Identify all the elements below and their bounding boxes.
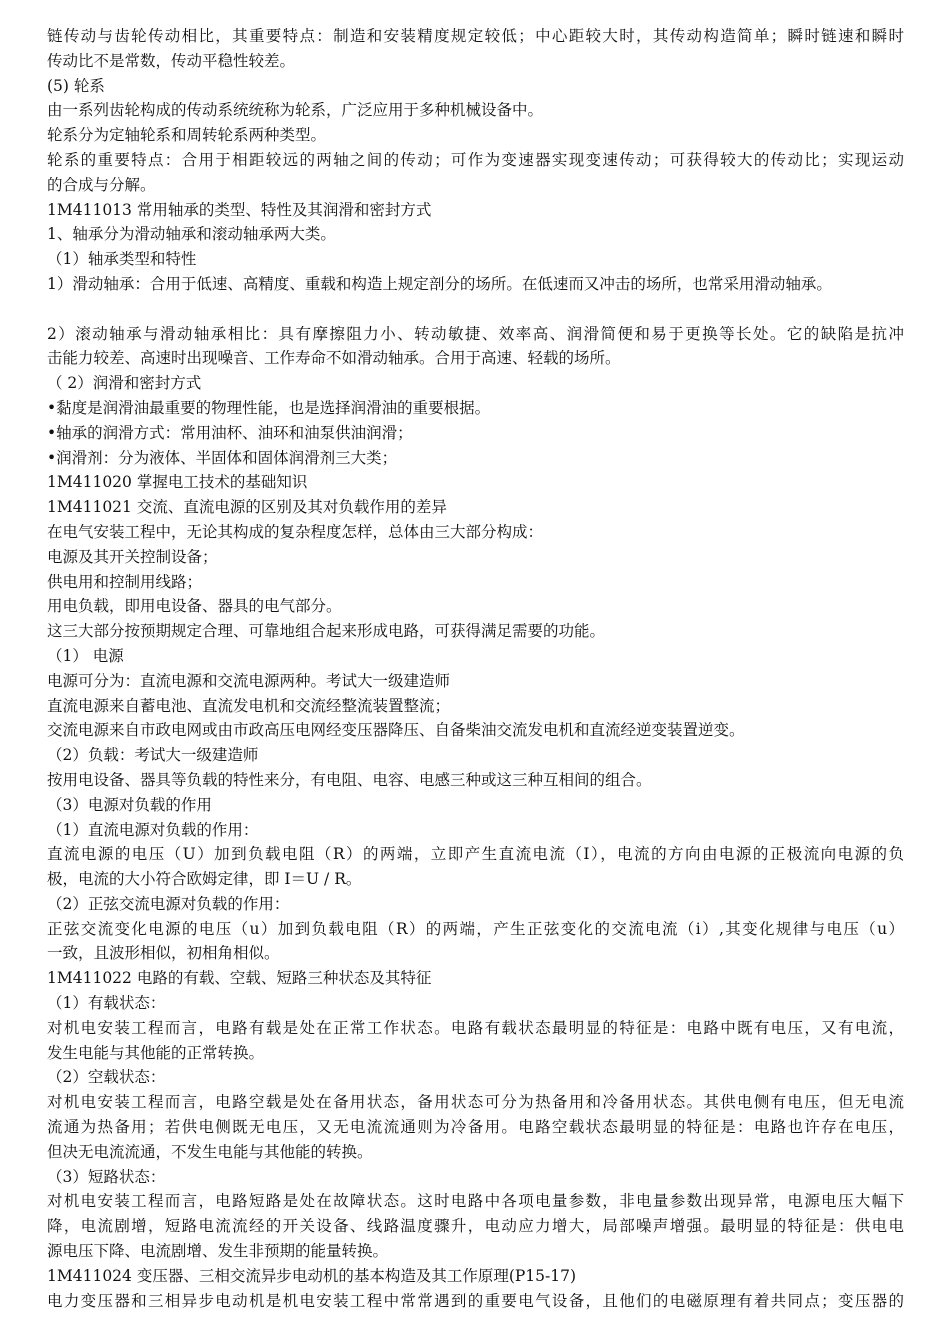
text-line: 一致，且波形相似，初相角相似。: [47, 944, 280, 963]
text-line: 对机电安装工程而言，电路有载是处在正常工作状态。电路有载状态最明显的特征是：电路中既有电压，又有电流，: [47, 1018, 904, 1037]
text-line: （1） 电源: [47, 646, 124, 665]
text-line: 用电负载，即用电设备、器具的电气部分。: [47, 597, 342, 616]
text-line: （3）短路状态：: [47, 1167, 166, 1186]
text-line: （1）有载状态：: [47, 994, 166, 1013]
text-line: （ 2）润滑和密封方式: [47, 374, 202, 393]
text-line: （3）电源对负载的作用: [47, 795, 212, 814]
text-line: 直流电源来自蓄电池、直流发电机和交流经整流装置整流；: [47, 696, 451, 715]
text-line: 1M411022 电路的有载、空载、短路三种状态及其特征: [47, 969, 432, 988]
text-line: 直流电源的电压（U）加到负载电阻（R）的两端，立即产生直流电流（I），电流的方向由电源的正极流向电源的负: [47, 845, 904, 864]
text-line: 源电压下降、电流剧增、发生非预期的能量转换。: [47, 1242, 389, 1261]
text-line: 电源及其开关控制设备；: [47, 547, 218, 566]
text-line: 降，电流剧增，短路电流流经的开关设备、线路温度骤升，电动应力增大，局部噪声增强。最明显的特征是：供电电: [47, 1217, 904, 1236]
text-line: •润滑剂：分为液体、半固体和固体润滑剂三大类；: [47, 448, 398, 467]
text-line: 流通为热备用；若供电侧既无电压，又无电流流通则为冷备用。电路空载状态最明显的特征是：电路也许存在电压，: [47, 1118, 904, 1137]
text-line: 对机电安装工程而言，电路空载是处在备用状态，备用状态可分为热备用和冷备用状态。其供电侧有电压，但无电流: [47, 1093, 904, 1112]
text-line: 轮系分为定轴轮系和周转轮系两种类型。: [47, 126, 327, 145]
text-line: 正弦交流变化电源的电压（u）加到负载电阻（R）的两端，产生正弦变化的交流电流（i）,其变化规律与电压（u）: [47, 919, 904, 938]
text-line: 1）滑动轴承：合用于低速、高精度、重载和构造上规定剖分的场所。在低速而又冲击的场所，也常采用滑动轴承。: [47, 274, 832, 293]
text-line: 1、轴承分为滑动轴承和滚动轴承两大类。: [47, 225, 336, 244]
text-line: 1M411013 常用轴承的类型、特性及其润滑和密封方式: [47, 200, 432, 219]
text-line: (5) 轮系: [47, 76, 105, 95]
text-line: 电源可分为：直流电源和交流电源两种。考试大一级建造师: [47, 671, 451, 690]
text-line: 电力变压器和三相异步电动机是机电安装工程中常常遇到的重要电气设备，且他们的电磁原理有着共同点；变压器的: [47, 1291, 904, 1310]
text-line: 1M411024 变压器、三相交流异步电动机的基本构造及其工作原理(P15-17): [47, 1266, 577, 1285]
text-line: （2）正弦交流电源对负载的作用：: [47, 894, 290, 913]
text-line: 极，电流的大小符合欧姆定律，即 I＝U / R。: [47, 870, 362, 889]
text-line: 按用电设备、器具等负载的特性来分，有电阻、电容、电感三种或这三种互相间的组合。: [47, 770, 652, 789]
text-line: 由一系列齿轮构成的传动系统统称为轮系，广泛应用于多种机械设备中。: [47, 101, 544, 120]
text-line: 1M411021 交流、直流电源的区别及其对负载作用的差异: [47, 498, 447, 517]
text-line: 传动比不是常数，传动平稳性较差。: [47, 51, 296, 70]
text-line: （2）空载状态：: [47, 1068, 166, 1087]
text-line: （2）负载：考试大一级建造师: [47, 746, 259, 765]
text-line: •轴承的润滑方式：常用油杯、油环和油泵供油润滑；: [47, 423, 413, 442]
text-line: 的合成与分解。: [47, 175, 156, 194]
blank-line: [47, 297, 904, 322]
text-line: （1）轴承类型和特性: [47, 250, 197, 269]
text-line: 发生电能与其他能的正常转换。: [47, 1043, 265, 1062]
text-line: 交流电源来自市政电网或由市政高压电网经变压器降压、自备柴油交流发电机和直流经逆变装置逆变。: [47, 721, 745, 740]
text-line: 但决无电流流通，不发生电能与其他能的转换。: [47, 1142, 373, 1161]
text-line: 供电用和控制用线路；: [47, 572, 203, 591]
text-line: 击能力较差、高速时出现噪音、工作寿命不如滑动轴承。合用于高速、轻载的场所。: [47, 349, 621, 368]
text-line: （1）直流电源对负载的作用：: [47, 820, 259, 839]
text-line: 轮系的重要特点：合用于相距较远的两轴之间的传动；可作为变速器实现变速传动；可获得较大的传动比；实现运动: [47, 150, 904, 169]
text-line: •黏度是润滑油最重要的物理性能，也是选择润滑油的重要根据。: [47, 398, 491, 417]
text-line: 2）滚动轴承与滑动轴承相比：具有摩擦阻力小、转动敏捷、效率高、润滑简便和易于更换等长处。它的缺陷是抗冲: [47, 324, 904, 343]
text-line: 对机电安装工程而言，电路短路是处在故障状态。这时电路中各项电量参数，非电量参数出现异常，电源电压大幅下: [47, 1192, 904, 1211]
text-line: 链传动与齿轮传动相比，其重要特点：制造和安装精度规定较低；中心距较大时，其传动构造简单；瞬时链速和瞬时: [47, 27, 904, 45]
text-line: 这三大部分按预期规定合理、可靠地组合起来形成电路，可获得满足需要的功能。: [47, 622, 606, 641]
text-line: 在电气安装工程中，无论其构成的复杂程度怎样，总体由三大部分构成：: [47, 522, 544, 541]
text-line: 1M411020 掌握电工技术的基础知识: [47, 473, 308, 492]
